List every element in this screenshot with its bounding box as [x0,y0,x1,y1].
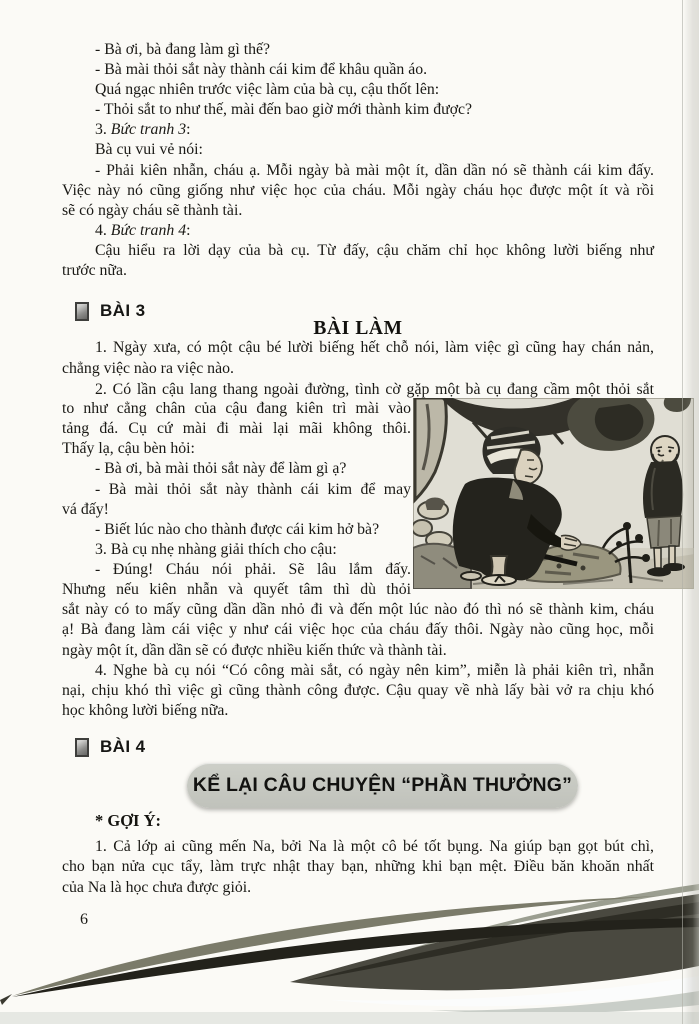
section-marker-icon [75,738,89,757]
section-heading-label: BÀI 3 [100,301,146,320]
text-line: 3. Bức tranh 3: [95,121,191,139]
section-heading-label: BÀI 4 [100,737,146,756]
text-line: Việc này nó cũng giống như việc học của cháu. Mỗi ngày cháu học được một ít và rồi [62,181,654,199]
text-line: 4. Bức tranh 4: [95,221,191,239]
text-line: trước nữa. [62,262,127,280]
text-line: to như cẳng chân của cậu đang kiên trì mài vào [62,400,411,417]
text-line: ngày một ít, dần dần sẽ có được nhiều kiến thức và thành tài. [62,641,447,659]
text-line: 2. Có lần cậu lang thang ngoài đường, tình cờ gặp một bà cụ đang cầm một thỏi sắt [95,380,654,398]
page-number: 6 [80,911,88,928]
section-heading-bai-4 [75,737,145,757]
text-line: - Biết lúc nào cho thành được cái kim hở bà? [95,520,380,538]
footer-swoosh-decoration [0,884,699,1024]
text-line: 4. Nghe bà cụ nói “Có công mài sắt, có ngày nên kim”, miễn là phải kiên trì, nhẫn [95,661,654,679]
text-line: 3. Bà cụ nhẹ nhàng giải thích cho cậu: [95,541,337,559]
text-line: - Bà mài thỏi sắt này thành cái kim để khâu quần áo. [95,61,428,79]
text-line: của Na là học chưa được giỏi. [62,878,252,896]
text-line: ạ! Bà đang làm cái việc y như cái việc học của cháu đấy thôi. Ngày nào cũng học, mỗi [62,621,654,639]
text-line: Nhưng nếu kiên nhẫn và quyết tâm thì dù thỏi [62,581,411,599]
dialogue-and-picture-notes-block [62,40,654,281]
text-line: - Đúng! Cháu nói phải. Sẽ lâu lắm đấy. [95,561,411,579]
text-line: nại, chịu khó thì việc gì cũng thành công được. Cậu quay về nhà lấy bài vở ra chịu khó [62,682,654,700]
text-line: cho bạn nửa cục tẩy, làm trực nhật thay bạn, những khi bạn mệt. Điều băn khoăn nhất [62,858,654,876]
illustration-image [413,398,694,589]
text-line: - Phải kiên nhẫn, cháu ạ. Mỗi ngày bà mài một ít, dần dần nó sẽ thành cái kim đấy. [95,161,654,179]
text-line: Cậu hiểu ra lời dạy của bà cụ. Từ đấy, cậu chăm chỉ học không lười biếng như [95,241,654,259]
text-line: - Bà ơi, bà mài thỏi sắt này để làm gì ạ? [95,460,347,478]
text-line: 1. Cả lớp ai cũng mến Na, bởi Na là một cô bé tốt bụng. Na giúp bạn gọt bút chì, [95,838,654,855]
essay-intro-block [62,338,654,400]
text-line: - Bà mài thỏi sắt này thành cái kim để may [95,480,411,498]
essay-conclusion-block [62,600,654,722]
text-line: chẳng việc nào ra việc nào. [62,359,234,377]
text-line: Bà cụ vui vẻ nói: [95,141,203,159]
text-line: học không lười biếng nữa. [62,702,229,720]
text-line: vá đấy! [62,500,109,518]
text-line: sắt này có to mấy cũng dần dần nhỏ đi và đến một lúc nào đó thì nó sẽ thành kim, cháu [62,601,654,618]
text-line: - Bà ơi, bà đang làm gì thế? [95,41,271,58]
text-line: Thấy lạ, cậu bèn hỏi: [62,440,195,458]
text-line: - Thỏi sắt to như thế, mài đến bao giờ mới thành kim được? [95,101,473,119]
text-line: Quá ngạc nhiên trước việc làm của bà cụ, cậu thốt lên: [95,81,440,99]
text-line: tảng đá. Cụ cứ mài đi mài lại mãi không thôi. [62,420,411,438]
essay-wrapped-column-block [62,399,411,601]
hints-label: * GỢI Ý: [95,811,161,830]
story-illustration [413,398,694,589]
story-title-banner: KỂ LẠI CÂU CHUYỆN “PHẦN THƯỞNG” [187,763,578,808]
essay-title: BÀI LÀM [313,318,403,339]
page-edge-shadow [682,0,699,1024]
text-line: sẽ có ngày cháu sẽ thành tài. [62,201,243,219]
text-line: 1. Ngày xưa, có một cậu bé lười biếng hết chỗ nói, làm việc gì cũng hay chán nản, [95,339,654,356]
